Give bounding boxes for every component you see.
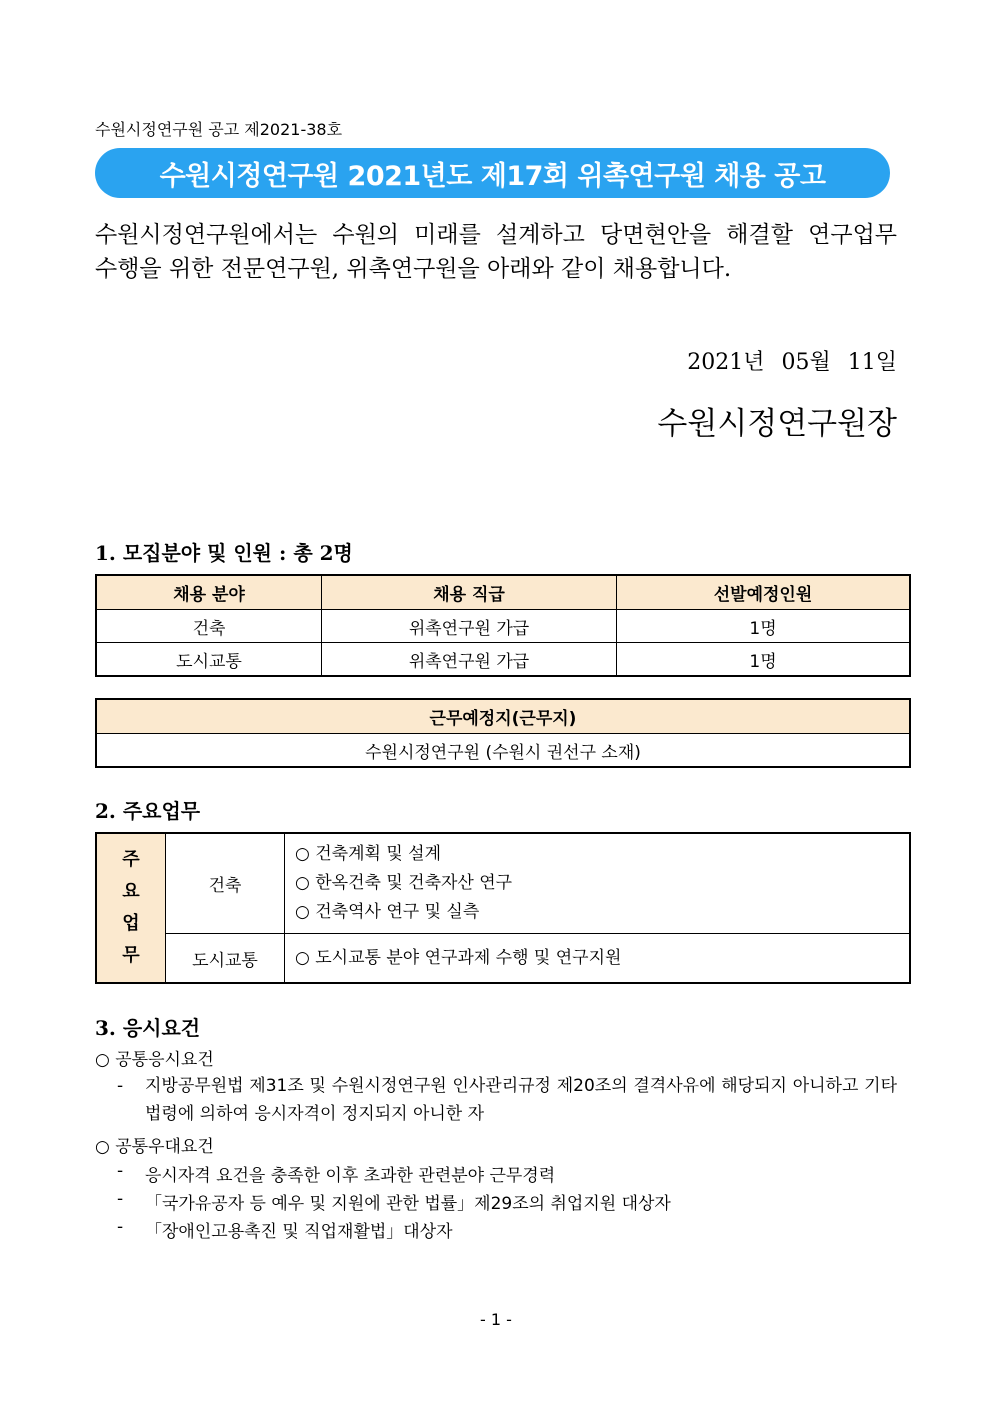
cell-field: 도시교통 [96, 643, 322, 677]
dash-marker: - [117, 1161, 124, 1181]
header-count: 선발예정인원 [617, 575, 911, 610]
duty-item: ○ 한옥건축 및 건축자산 연구 [295, 873, 513, 893]
duty-category: 도시교통 [166, 934, 285, 984]
recruitment-table [95, 574, 911, 677]
common-requirements-label: ○ 공통응시요건 [95, 1050, 214, 1070]
duty-item: ○ 도시교통 분야 연구과제 수행 및 연구지원 [295, 947, 622, 968]
preference-item: 응시자격 요건을 충족한 이후 초과한 관련분야 근무경력 [145, 1166, 556, 1186]
signer: 수원시정연구원장 [657, 406, 897, 442]
cell-field: 건축 [96, 610, 322, 643]
duty-items [285, 833, 911, 934]
section3-title: 3. 응시요건 [95, 1016, 201, 1040]
cell-count: 1명 [617, 643, 911, 677]
dash-marker: - [117, 1189, 124, 1209]
cell-count: 1명 [617, 610, 911, 643]
common-requirement-item: 지방공무원법 제31조 및 수원시정연구원 인사관리규정 제20조의 결격사유에 해당되지 아니하고 기타 법령에 의하여 응시자격이 정지되지 아니한 자 [145, 1076, 897, 1124]
document-title: 수원시정연구원 2021년도 제17회 위촉연구원 채용 공고 [159, 160, 826, 192]
duties-side-label: 주 요 업 무 [96, 833, 166, 983]
intro-paragraph: 수원시정연구원에서는 수원의 미래를 설계하고 당면현안을 해결할 연구업무 수행을 위한 전문연구원, 위촉연구원을 아래와 같이 채용합니다. [95, 222, 897, 282]
title-banner [95, 148, 890, 198]
page-number: - 1 - [480, 1310, 512, 1329]
header-rank: 채용 직급 [322, 575, 617, 610]
duty-items [285, 934, 911, 984]
section2-title: 2. 주요업무 [95, 799, 201, 823]
header-field: 채용 분야 [96, 575, 322, 610]
duty-item: ○ 건축계획 및 설계 [295, 844, 441, 864]
notice-number: 수원시정연구원 공고 제2021-38호 [95, 120, 343, 139]
cell-rank: 위촉연구원 가급 [322, 643, 617, 677]
preference-label: ○ 공통우대요건 [95, 1137, 214, 1157]
table-row [96, 610, 910, 643]
workplace-table [95, 698, 911, 768]
workplace-value: 수원시정연구원 (수원시 권선구 소재) [96, 734, 910, 768]
announcement-date: 2021년 05월 11일 [687, 350, 897, 375]
section1-title: 1. 모집분야 및 인원 : 총 2명 [95, 541, 353, 565]
table-row [96, 643, 910, 677]
preference-item: 「장애인고용촉진 및 직업재활법」대상자 [145, 1222, 453, 1242]
dash-marker: - [117, 1076, 124, 1096]
duties-table [95, 832, 911, 984]
dash-marker: - [117, 1217, 124, 1237]
table-header-row [96, 575, 910, 610]
duty-category: 건축 [166, 833, 285, 934]
preference-item: 「국가유공자 등 예우 및 지원에 관한 법률」제29조의 취업지원 대상자 [145, 1194, 671, 1214]
workplace-header: 근무예정지(근무지) [96, 699, 910, 734]
duty-item: ○ 건축역사 연구 및 실측 [295, 902, 480, 922]
cell-rank: 위촉연구원 가급 [322, 610, 617, 643]
